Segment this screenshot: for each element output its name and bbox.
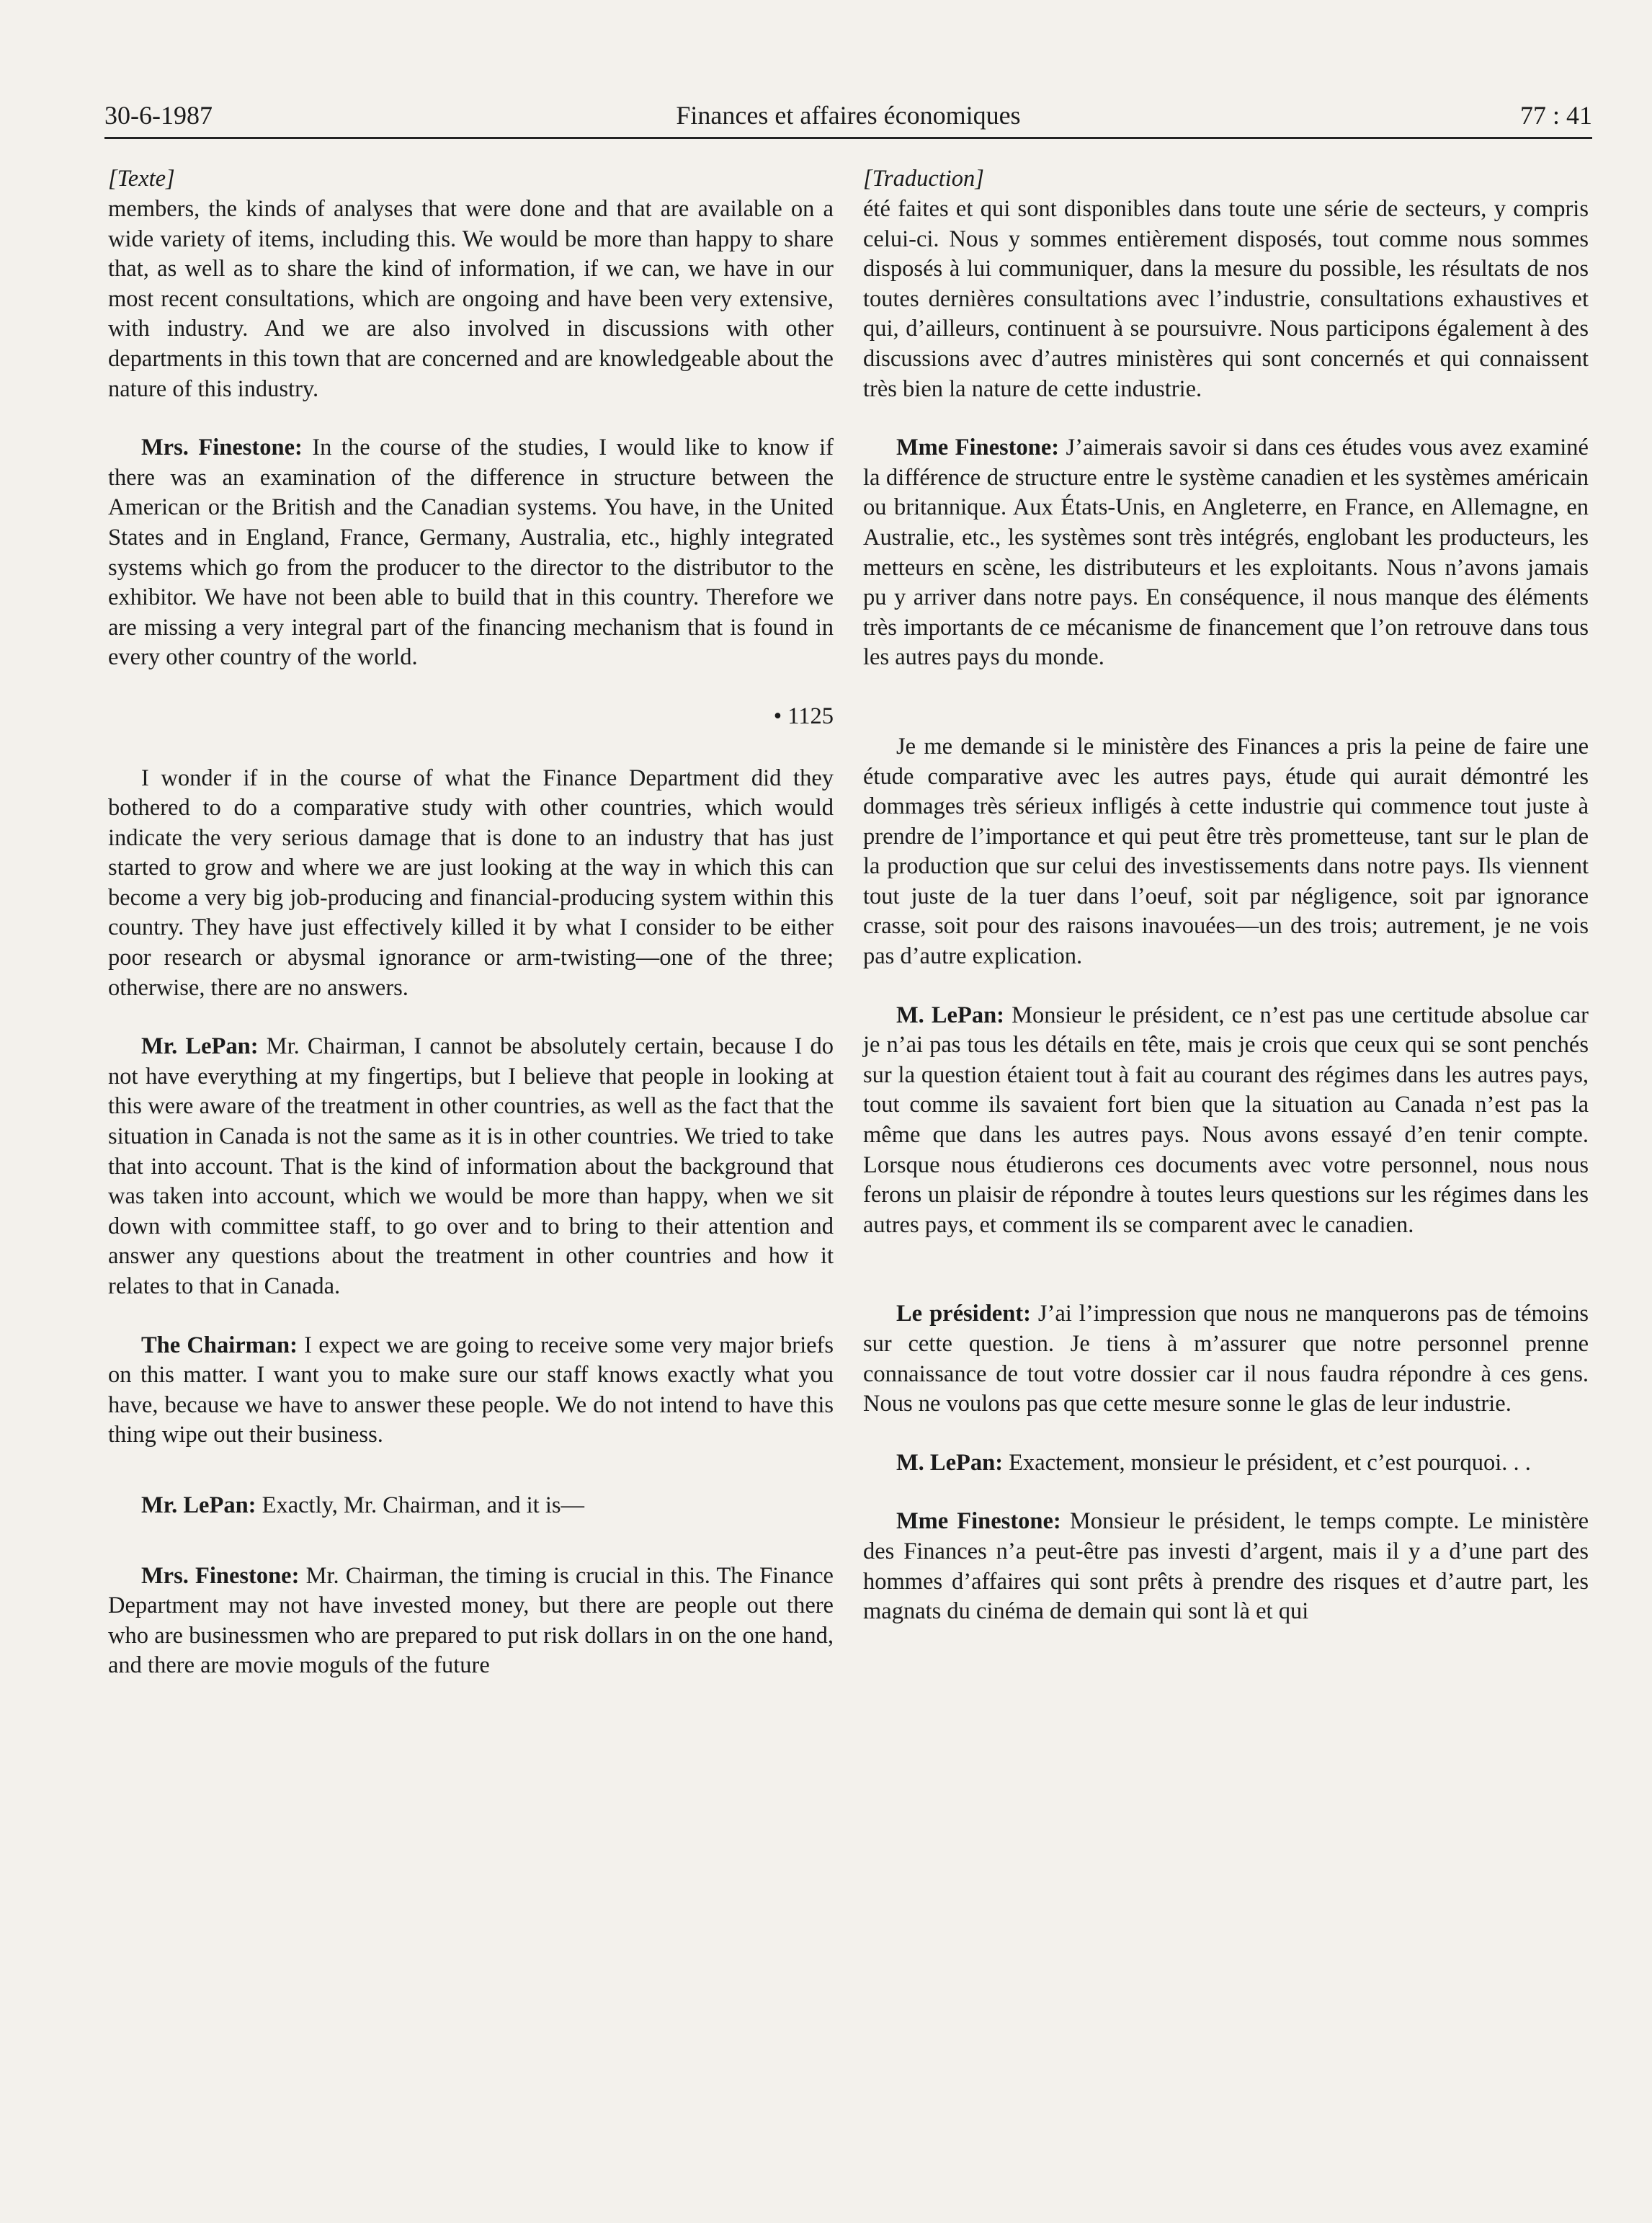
french-column [863,164,1589,1656]
speech-text: Monsieur le président, le temps compte. Le ministère des Finances n’a peut-être pas investi d’argent, mais il y a d’une part des hommes d’affaires qui sont prêts à prendre des risques et d’autre part, les magnats du cinéma de demain qui sont là et qui [863,1508,1589,1625]
speech-text: In the course of the studies, I would like to know if there was an examination of the difference in structure between the American or the British and the Canadian systems. You have, in the United States and in England, France, Germany, Australia, etc., highly integrated systems which go from the producer to the director to the distributor to the exhibitor. We have not been able to build that in this country. Therefore we are missing a very integral part of the financing mechanism that is found in every other country of the world. [108,435,834,671]
timestamp: • 1125 [773,703,834,729]
paragraph [863,433,1589,673]
paragraph [108,1562,834,1681]
header-page-number: 77 : 41 [1519,101,1592,130]
paragraph [108,1331,834,1451]
paragraph: Je me demande si le ministère des Finances a pris la peine de faire une étude comparative avec les autres pays, étude qui aurait démontré les dommages très sérieux infligés à cette industrie qui commence tout juste à prendre de l’importance et qui peut être très prometteuse, tant sur le plan de la production que sur celui des investissements dans notre pays. Ils viennent tout juste de la tuer dans l’oeuf, soit par négligence, soit par ignorance crasse, soit pour des raisons inavouées—un des trois; autrement, je ne vois pas d’autre explication. [863,733,1589,970]
speaker-name: Mme Finestone: [896,435,1060,461]
speech-text: J’ai l’impression que nous ne manquerons pas de témoins sur cette question. Je tiens à m’assurer que notre personnel prenne connaissance de tout votre dossier car il nous faudra répondre à ces gens. Nous ne voulons pas que cette mesure sonne le glas de leur industrie. [863,1301,1589,1417]
paragraph: members, the kinds of analyses that were done and that are available on a wide variety of items, including this. We would be more than happy to share that, as well as to share the kind of information, if we can, we have in our most recent consultations, which are ongoing and have been very extensive, with industry. And we are also involved in discussions with other departments in this town that are concerned and are knowledgeable about the nature of this industry. [108,196,834,402]
paragraph [863,1299,1589,1419]
speech-text: I expect we are going to receive some very major briefs on this matter. I want you to make sure our staff knows exactly what you have, because we have to answer these people. We do not intend to have this thing wipe out their business. [108,1332,834,1448]
speech-text: Mr. Chairman, the timing is crucial in this. The Finance Department may not have invested money, but there are people out there who are businessmen who are prepared to put risk dollars in on the one hand, and there are movie moguls of the future [108,1562,834,1679]
paragraph [108,1032,834,1301]
translation-label: [Traduction] [863,166,984,192]
speaker-name: Mr. LePan: [141,1033,259,1060]
text-label: [Texte] [108,166,175,192]
header-date: 30-6-1987 [104,101,213,130]
speaker-name: Mrs. Finestone: [141,1562,300,1589]
paragraph: I wonder if in the course of what the Finance Department did they bothered to do a comparative study with other countries, which would indicate the very serious damage that is done to an industry that has just started to grow and where we are just looking at the way in which this can become a very big job-producing and financial-producing system within this country. They have just effectively killed it by what I consider to be either poor research or abysmal ignorance or arm-twisting—one of the three; otherwise, there are no answers. [108,765,834,1001]
speaker-name: Mrs. Finestone: [141,435,303,461]
speaker-name: Mme Finestone: [896,1508,1061,1535]
paragraph [863,1507,1589,1626]
speech-text: Exactly, Mr. Chairman, and it is— [256,1492,585,1518]
speech-text: Monsieur le président, ce n’est pas une certitude absolue car je n’ai pas tous les détails en tête, mais je crois que ceux qui se sont penchés sur la question étaient tout à fait au courant des régimes dans les autres pays, tout comme ils savaient fort bien que la situation au Canada n’est pas la même que dans les autres pays. Nous avons essayé d’en tenir compte. Lorsque nous étudierons ces documents avec votre personnel, nous nous ferons un plaisir de répondre à toutes leurs questions sur les régimes dans les autres pays, et comment ils se comparent avec le canadien. [863,1002,1589,1238]
speaker-name: M. LePan: [896,1002,1004,1028]
english-column [108,164,834,1710]
paragraph [108,1491,834,1521]
page-header [104,99,1592,139]
speech-text: Mr. Chairman, I cannot be absolutely certain, because I do not have everything at my fingertips, but I believe that people in looking at this were aware of the treatment in other countries, as well as the fact that the situation in Canada is not the same as it is in other countries. We tried to take that into account. That is the kind of information about the background that was taken into account, which we would be more than happy, when we sit down with committee staff, to go over and to bring to their attention and answer any questions about the treatment in other countries and how it relates to that in Canada. [108,1033,834,1299]
speaker-name: Le président: [896,1301,1031,1327]
speaker-name: M. LePan: [896,1449,1004,1476]
paragraph [863,1001,1589,1241]
speech-text: Exactement, monsieur le président, et c’est pourquoi. . . [1003,1449,1531,1476]
paragraph [108,433,834,673]
speaker-name: The Chairman: [141,1332,298,1358]
header-title: Finances et affaires économiques [676,101,1021,130]
speaker-name: Mr. LePan: [141,1492,256,1518]
paragraph: été faites et qui sont disponibles dans toute une série de secteurs, y compris celui-ci. Nous y sommes entièrement disposés, tout comme nous sommes disposés à lui communiquer, dans la mesure du possible, les résultats de nos toutes dernières consultations avec l’industrie, consultations exhaustives et qui, d’ailleurs, continuent à se poursuivre. Nous participons également à des discussions avec d’autres ministères qui sont concernés et qui connaissent très bien la nature de cette industrie. [863,196,1589,402]
speech-text: J’aimerais savoir si dans ces études vous avez examiné la différence de structure entre le système canadien et les systèmes américain ou britannique. Aux États-Unis, en Angleterre, en France, en Allemagne, en Australie, etc., les systèmes sont très intégrés, englobant les producteurs, les metteurs en scène, les distributeurs et les exploitants. Nous n’avons jamais pu y arriver dans notre pays. En conséquence, il nous manque des éléments très importants de ce mécanisme de financement que l’on retrouve dans tous les autres pays du monde. [863,435,1589,671]
paragraph [863,1448,1589,1479]
